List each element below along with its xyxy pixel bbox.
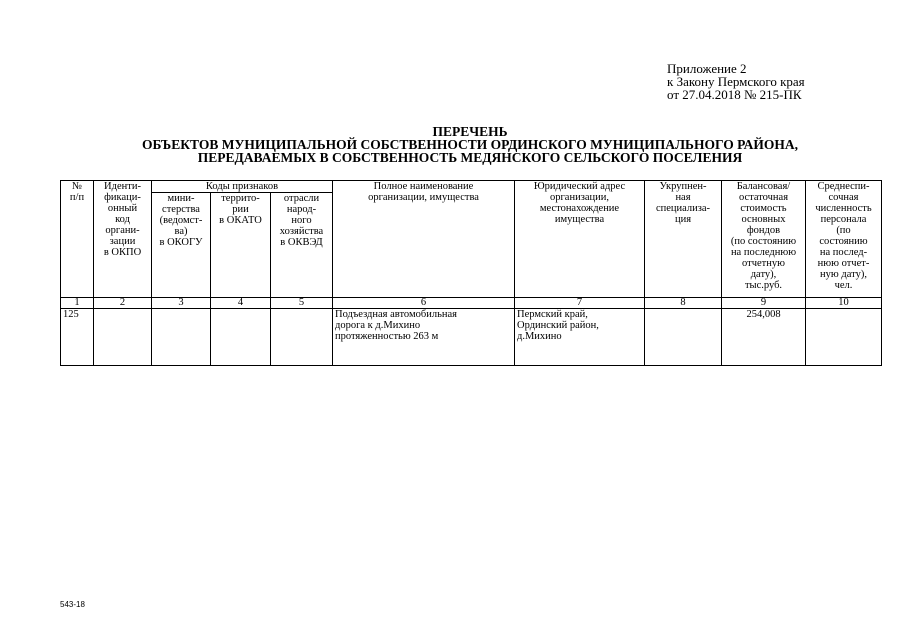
cell-okato bbox=[211, 309, 271, 366]
appendix-line: Приложение 2 bbox=[667, 61, 747, 76]
column-number: 6 bbox=[333, 298, 515, 309]
column-number: 2 bbox=[94, 298, 152, 309]
title-line: ПЕРЕДАВАЕМЫХ В СОБСТВЕННОСТЬ МЕДЯНСКОГО СЕЛЬСКОГО ПОСЕЛЕНИЯ bbox=[197, 150, 743, 165]
column-number: 3 bbox=[152, 298, 211, 309]
objects-table bbox=[60, 180, 882, 366]
header-row bbox=[61, 181, 882, 193]
cell-okogu bbox=[152, 309, 211, 366]
header-name: Полное наименование организации, имущества bbox=[333, 181, 515, 298]
column-number: 10 bbox=[806, 298, 882, 309]
column-number: 7 bbox=[515, 298, 645, 309]
cell-num: 125 bbox=[61, 309, 94, 366]
cell-balance: 254,008 bbox=[722, 309, 806, 366]
header-okpo: Иденти- фикаци- онный код органи- зации в ОКПО bbox=[94, 181, 152, 298]
appendix-line: к Закону Пермского края bbox=[667, 74, 805, 89]
header-num: № п/п bbox=[61, 181, 94, 298]
cell-okved bbox=[271, 309, 333, 366]
column-number: 9 bbox=[722, 298, 806, 309]
header-balance: Балансовая/ остаточная стоимость основных фондов (по состоянию на последнюю отчетную дату), тыс.руб. bbox=[722, 181, 806, 298]
header-okved: отрасли народ- ного хозяйства в ОКВЭД bbox=[271, 193, 333, 298]
header-address: Юридический адрес организации, местонахождение имущества bbox=[515, 181, 645, 298]
header-staff: Среднеспи- сочная численность персонала (по состоянию на послед- нюю отчет- ную дату), чел. bbox=[806, 181, 882, 298]
table-row bbox=[61, 309, 882, 366]
appendix-header bbox=[667, 62, 805, 101]
title-line: ОБЪЕКТОВ МУНИЦИПАЛЬНОЙ СОБСТВЕННОСТИ ОРДИНСКОГО МУНИЦИПАЛЬНОГО РАЙОНА, bbox=[142, 137, 798, 152]
column-number: 8 bbox=[645, 298, 722, 309]
cell-address: Пермский край, Ординский район, д.Михино bbox=[515, 309, 645, 366]
cell-okpo bbox=[94, 309, 152, 366]
column-number: 1 bbox=[61, 298, 94, 309]
appendix-line: от 27.04.2018 № 215-ПК bbox=[667, 87, 802, 102]
title-line: ПЕРЕЧЕНЬ bbox=[432, 124, 508, 139]
header-okato: террито- рии в ОКАТО bbox=[211, 193, 271, 298]
column-number-row bbox=[61, 298, 882, 309]
cell-specialization bbox=[645, 309, 722, 366]
header-codes-group: Коды признаков bbox=[152, 181, 333, 193]
column-number: 5 bbox=[271, 298, 333, 309]
column-number: 4 bbox=[211, 298, 271, 309]
cell-name: Подъездная автомобильная дорога к д.Михино протяженностью 263 м bbox=[333, 309, 515, 366]
document-code: 543-18 bbox=[60, 600, 85, 609]
header-okogu: мини- стерства (ведомст- ва) в ОКОГУ bbox=[152, 193, 211, 298]
header-specialization: Укрупнен- ная специализа- ция bbox=[645, 181, 722, 298]
cell-staff bbox=[806, 309, 882, 366]
document-title bbox=[60, 125, 880, 164]
